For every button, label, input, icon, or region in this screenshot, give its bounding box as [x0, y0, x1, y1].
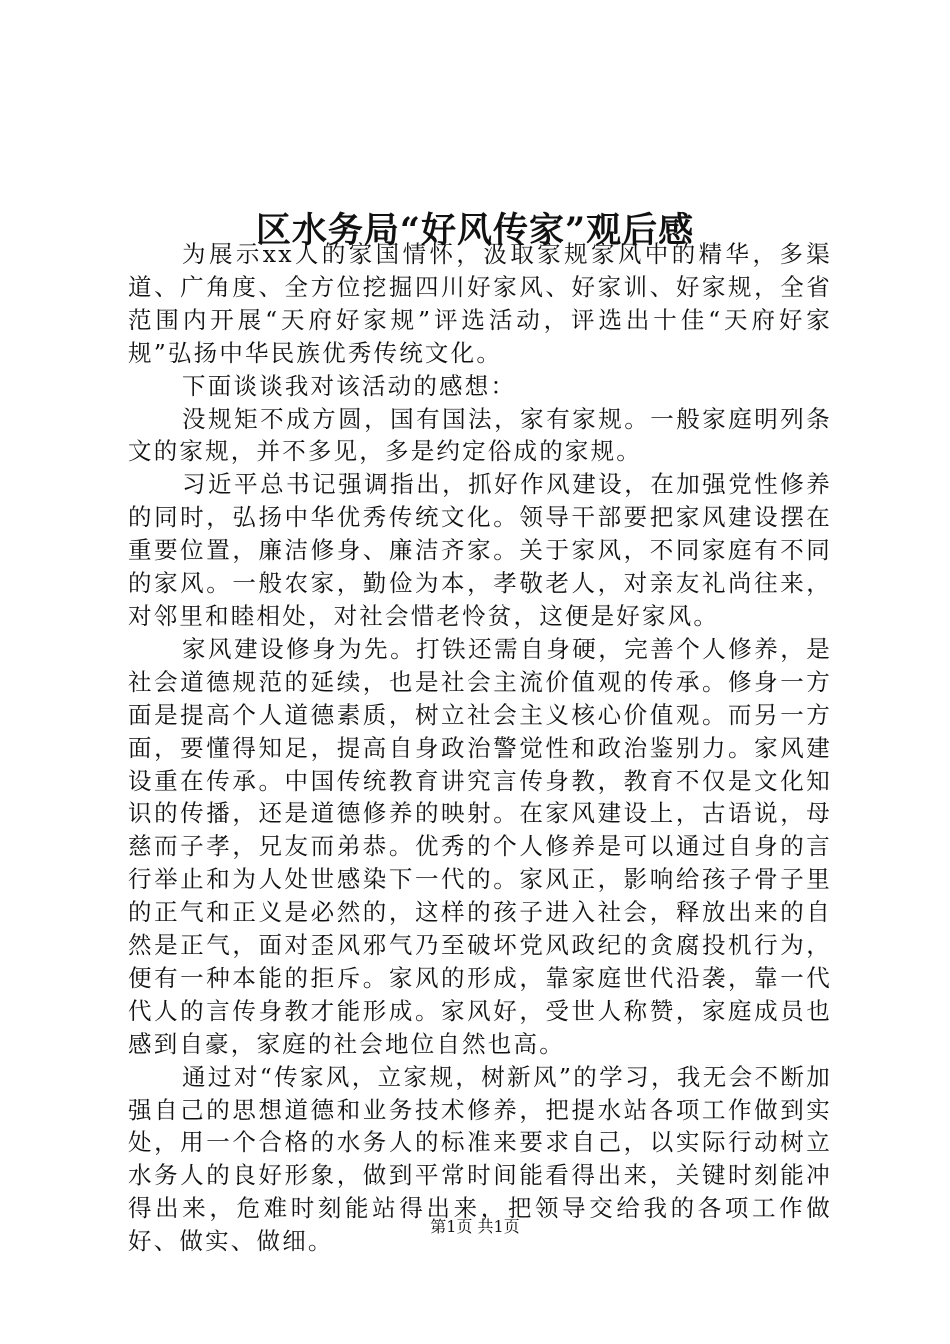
paragraph-conclusion: 通过对“传家风，立家规，树新风”的学习，我无会不断加强自己的思想道德和业务技术修养，把提水站各项工作做到实处，用一个合格的水务人的标准来要求自己，以实际行动树立水务人的良好形象，做到平常时间能看得出来，关键时刻能冲得出来，危难时刻能站得出来，把领导交给我的各项工作做好、做实、做细。	[128, 1062, 832, 1256]
document-title: 区水务局“好风传家”观后感	[255, 210, 695, 252]
page-footer: 第1页 共1页	[430, 1217, 520, 1236]
paragraph-intro: 为展示xx人的家国情怀，汲取家规家风中的精华，多渠道、广角度、全方位挖掘四川好家风、好家训、好家规，全省范围内开展“天府好家规”评选活动，评选出十佳“天府好家规”弘扬中华民族优秀传统文化。	[128, 240, 832, 367]
document-body	[128, 238, 832, 1258]
paragraph-work-style: 习近平总书记强调指出，抓好作风建设，在加强党性修养的同时，弘扬中华优秀传统文化。领导干部要把家风建设摆在重要位置，廉洁修身、廉洁齐家。关于家风，不同家庭有不同的家风。一般农家，勤俭为本，孝敬老人，对亲友礼尚往来，对邻里和睦相处，对社会惜老怜贫，这便是好家风。	[128, 470, 832, 630]
paragraph-family-rules: 没规矩不成方圆，国有国法，家有家规。一般家庭明列条文的家规，并不多见，多是约定俗成的家规。	[128, 404, 832, 466]
paragraph-self-cultivation: 家风建设修身为先。打铁还需自身硬，完善个人修养，是社会道德规范的延续，也是社会主流价值观的传承。修身一方面是提高个人道德素质，树立社会主义核心价值观。而另一方面，要懂得知足，提高自身政治警觉性和政治鉴别力。家风建设重在传承。中国传统教育讲究言传身教，教育不仅是文化知识的传播，还是道德修养的映射。在家风建设上，古语说，母慈而子孝，兄友而弟恭。优秀的个人修养是可以通过自身的言行举止和为人处世感染下一代的。家风正，影响给孩子骨子里的正气和正义是必然的，这样的孩子进入社会，释放出来的自然是正气，面对歪风邪气乃至破坏党风政纪的贪腐投机行为，便有一种本能的拒斥。家风的形成，靠家庭世代沿袭，靠一代代人的言传身教才能形成。家风好，受世人称赞，家庭成员也感到自豪，家庭的社会地位自然也高。	[128, 634, 832, 1058]
paragraph-lead-in: 下面谈谈我对该活动的感想：	[182, 371, 517, 400]
